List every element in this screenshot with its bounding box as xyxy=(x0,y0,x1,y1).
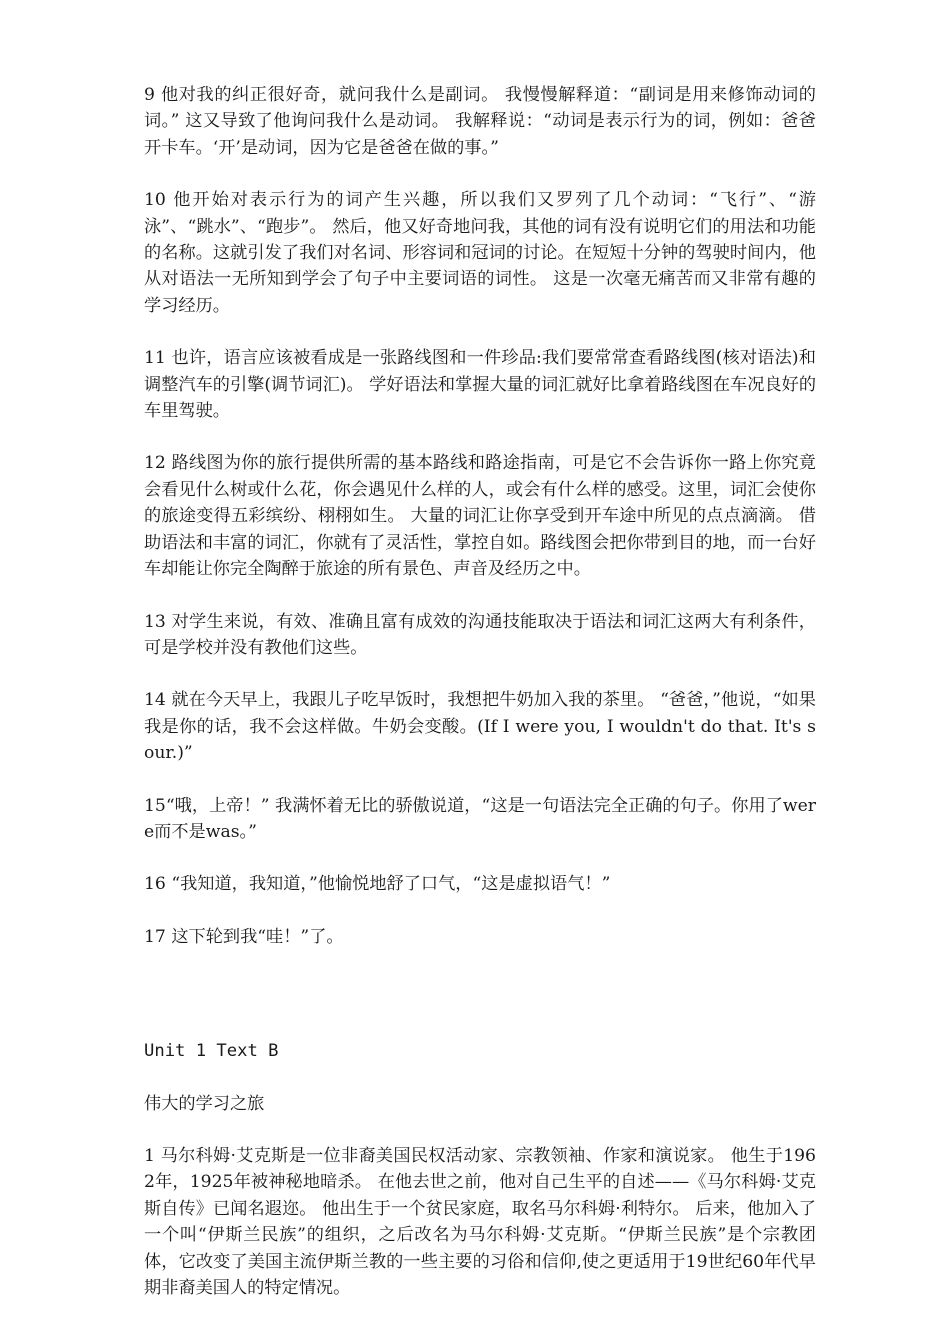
paragraph-10: 10 他开始对表示行为的词产生兴趣，所以我们又罗列了几个动词：“飞行”、“游泳”、“跳水”、“跑步”。 然后，他又好奇地问我，其他的词有没有说明它们的用法和功能的名称。这就引发了我们对名词、形容词和冠词的讨论。在短短十分钟的驾驶时间内，他从对语法一无所知到学会了句子中主要词语的词性。 这是一次毫无痛苦而又非常有趣的学习经历。 xyxy=(144,190,816,316)
unit-heading: Unit 1 Text B xyxy=(144,1041,279,1062)
paragraph-11: 11 也许，语言应该被看成是一张路线图和一件珍品:我们要常常查看路线图(核对语法)和调整汽车的引擎(调节词汇)。 学好语法和掌握大量的词汇就好比拿着路线图在车况良好的车里驾驶。 xyxy=(144,348,817,422)
paragraph-9: 9 他对我的纠正很好奇，就问我什么是副词。 我慢慢解释道：“副词是用来修饰动词的词。” 这又导致了他询问我什么是动词。 我解释说：“动词是表示行为的词，例如：爸爸开卡车。‘开’是动词，因为它是爸爸在做的事。” xyxy=(144,85,816,158)
paragraph-17: 17 这下轮到我“哇！”了。 xyxy=(144,926,344,947)
paragraph-13: 13 对学生来说，有效、准确且富有成效的沟通技能取决于语法和词汇这两大有利条件，可是学校并没有教他们这些。 xyxy=(144,611,816,658)
paragraph-12: 12 路线图为你的旅行提供所需的基本路线和路途指南，可是它不会告诉你一路上你究竟会看见什么树或什么花，你会遇见什么样的人，或会有什么样的感受。这里，词汇会使你的旅途变得五彩缤纷、栩栩如生。 大量的词汇让你享受到开车途中所见的点点滴滴。 借助语法和丰富的词汇，你就有了灵活性，掌控自如。路线图会把你带到目的地，而一台好车却能让你完全陶醉于旅途的所有景色、声音及经历之中。 xyxy=(144,453,816,580)
section-paragraph-1: 1 马尔科姆·艾克斯是一位非裔美国民权活动家、宗教领袖、作家和演说家。 他生于1962年，1925年被神秘地暗杀。 在他去世之前，他对自己生平的自述——《马尔科姆·艾克斯自传》已闻名遐迩。 他出生于一个贫民家庭，取名马尔科姆·利特尔。 后来，他加入了一个叫“伊斯兰民族”的组织，之后改名为马尔科姆·艾克斯。“伊斯兰民族”是个宗教团体，它改变了美国主流伊斯兰教的一些主要的习俗和信仰,使之更适用于19世纪60年代早期非裔美国人的特定情况。 xyxy=(144,1145,816,1298)
paragraph-14: 14 就在今天早上，我跟儿子吃早饭时，我想把牛奶加入我的茶里。 “爸爸，”他说，“如果我是你的话，我不会这样做。牛奶会变酸。(If I were you, I wouldn't do that. It's sour.)” xyxy=(144,690,816,764)
paragraph-15: 15“哦，上帝！” 我满怀着无比的骄傲说道，“这是一句语法完全正确的句子。你用了were而不是was。” xyxy=(144,795,816,842)
section-title: 伟大的学习之旅 xyxy=(144,1093,265,1114)
document-page xyxy=(144,82,816,1301)
paragraph-16: 16 “我知道，我知道，”他愉悦地舒了口气，“这是虚拟语气！” xyxy=(144,874,611,895)
